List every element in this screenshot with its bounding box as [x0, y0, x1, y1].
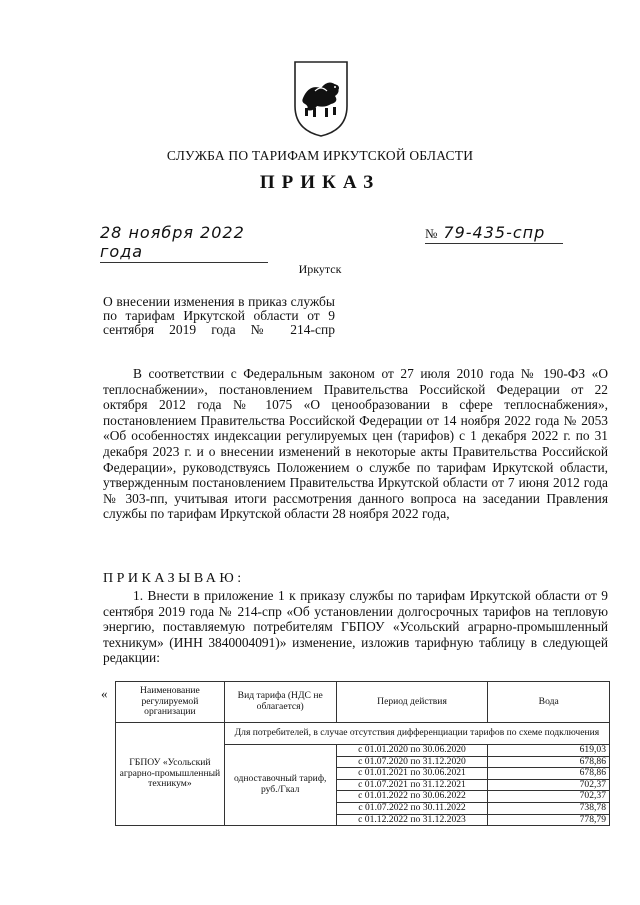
table-row: [116, 723, 610, 745]
agency-title: СЛУЖБА ПО ТАРИФАМ ИРКУТСКОЙ ОБЛАСТИ: [166, 148, 474, 163]
tariff-table: [115, 681, 610, 826]
item-1-text: 1. Внести в приложение 1 к приказу службы по тарифам Иркутской области от 9 сентября 2019 года № 214-спр «Об установлении долгосрочных тарифов на тепловую энергию, поставляемую потребителям ГБПОУ «Усольский аграрно-промышленный техникум» (ИНН 3840004091)» изменение, изложив тарифную таблицу в следующей редакции:: [103, 588, 608, 666]
order-subject: О внесении изменения в приказ службы по тарифам Иркутской области от 9 сентября 2019 года № 214-спр: [103, 294, 335, 337]
period-cell: с 01.01.2020 по 30.06.2020: [336, 745, 488, 757]
header-tariff-type: Вид тарифа (НДС не облагается): [224, 682, 336, 723]
order-number-line: [425, 223, 563, 244]
organization-cell: ГБПОУ «Усольский аграрно-промышленный техникум»: [116, 723, 225, 826]
period-cell: с 01.07.2020 по 31.12.2020: [336, 756, 488, 768]
value-cell: 738,78: [488, 802, 610, 814]
value-cell: 778,79: [488, 814, 610, 826]
preamble-text: В соответствии с Федеральным законом от 27 июля 2010 года № 190-ФЗ «О теплоснабжении», постановлением Правительства Российской Федерации от 22 октября 2012 года № 1075 «О ценообразовании в сфере теплоснабжения», постановлением Правительства Российской Федерации от 14 ноября 2022 года № 2053 «Об особенностях индексации регулируемых цен (тарифов) с 1 декабря 2022 г. по 31 декабря 2023 г. и о внесении изменений в некоторые акты Правительства Российской Федерации», руководствуясь Положением о службе по тарифам Иркутской области, утвержденным постановлением Правительства Иркутской области от 7 июня 2012 года № 303-пп, учитывая итоги рассмотрения данного вопроса на заседании Правления службы по тарифам Иркутской области 28 ноября 2022 года,: [103, 366, 608, 522]
value-cell: 619,03: [488, 745, 610, 757]
document-type-heading: ПРИКАЗ: [259, 172, 381, 193]
number-label: №: [425, 226, 438, 241]
period-cell: с 01.01.2022 по 30.06.2022: [336, 791, 488, 803]
handwritten-order-number: 79-435-спр: [443, 223, 546, 242]
header-water: Вода: [488, 682, 610, 723]
period-cell: с 01.01.2021 по 30.06.2021: [336, 768, 488, 780]
item-1-paragraph: [103, 588, 608, 666]
table-header-row: [116, 682, 610, 723]
city: Иркутск: [298, 262, 342, 276]
handwritten-date: 28 ноября 2022 года: [100, 223, 268, 263]
period-cell: с 01.07.2022 по 30.11.2022: [336, 802, 488, 814]
preamble-paragraph: [103, 366, 608, 522]
period-cell: с 01.12.2022 по 31.12.2023: [336, 814, 488, 826]
value-cell: 678,86: [488, 768, 610, 780]
value-cell: 702,37: [488, 779, 610, 791]
value-cell: 678,86: [488, 756, 610, 768]
value-cell: 702,37: [488, 791, 610, 803]
section-cell: Для потребителей, в случае отсутствия дифференциации тарифов по схеме подключения: [224, 723, 609, 745]
header-organization: Наименование регулируемой организации: [116, 682, 225, 723]
order-word: ПРИКАЗЫВАЮ:: [103, 571, 245, 586]
period-cell: с 01.07.2021 по 31.12.2021: [336, 779, 488, 791]
tariff-type-cell: одноставочный тариф, руб./Гкал: [224, 745, 336, 826]
opening-quote: «: [101, 686, 108, 701]
coat-of-arms-emblem: [291, 58, 351, 138]
header-period: Период действия: [336, 682, 488, 723]
